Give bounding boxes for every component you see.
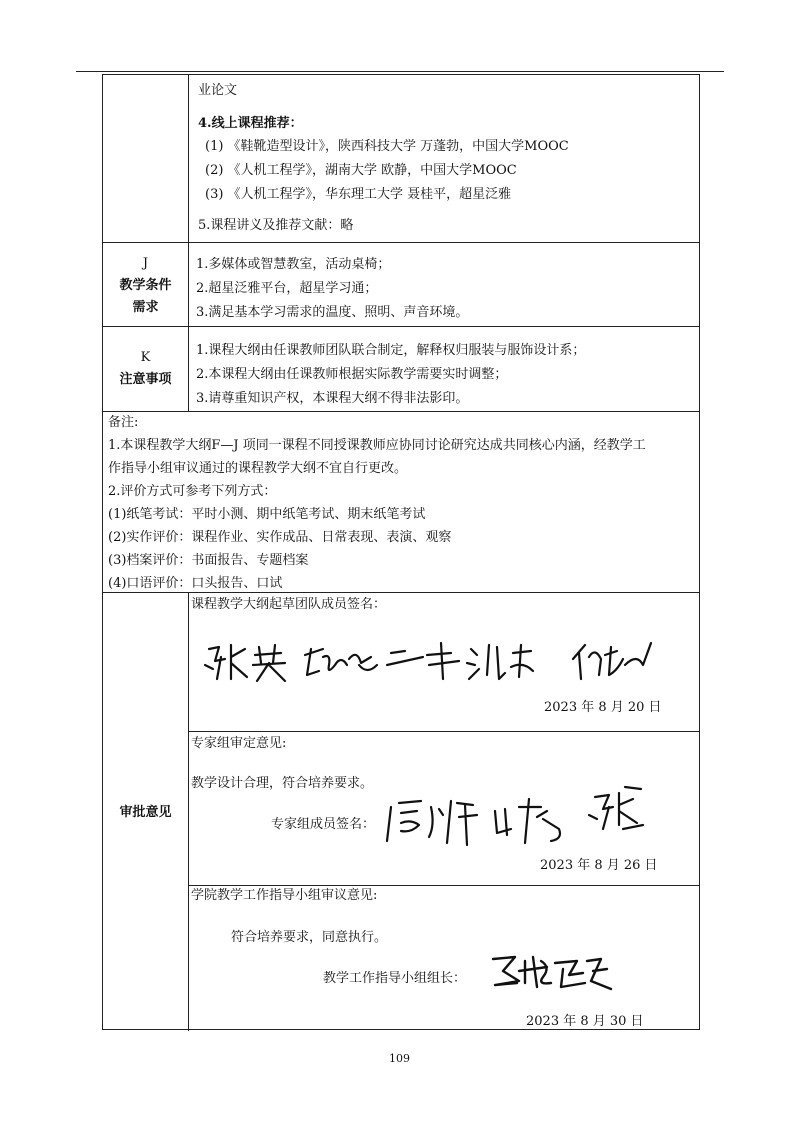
notice-item: 2.本课程大纲由任课教师根据实际教学需要实时调整； bbox=[196, 367, 508, 382]
remarks-line: (3)档案评价：书面报告、专题档案 bbox=[108, 553, 309, 568]
row-divider bbox=[103, 592, 699, 593]
section-k-label bbox=[103, 347, 188, 391]
section-letter: J bbox=[142, 256, 149, 271]
section-title: 教学条件 bbox=[119, 278, 172, 293]
column-divider bbox=[188, 592, 189, 1031]
remarks-line: (2)实作评价：课程作业、实作成品、日常表现、表演、观察 bbox=[108, 530, 452, 545]
remarks-line: 2.评价方式可参考下列方式： bbox=[108, 484, 277, 499]
row-divider bbox=[188, 885, 699, 886]
expert-sign-label: 专家组成员签名： bbox=[271, 817, 376, 832]
section-title: 需求 bbox=[132, 300, 159, 315]
course-item: (2) 《人机工程学》，湖南大学 欧静，中国大学MOOC bbox=[205, 163, 517, 178]
header-rule bbox=[76, 71, 724, 72]
expert-opinion: 教学设计合理，符合培养要求。 bbox=[191, 776, 374, 791]
remarks-line: (1)纸笔考试：平时小测、期中纸笔考试、期末纸笔考试 bbox=[108, 507, 426, 522]
college-heading: 学院教学工作指导小组审议意见: bbox=[191, 888, 378, 903]
expert-date: 2023 年 8 月 26 日 bbox=[540, 858, 658, 873]
course-item: (3) 《人机工程学》，华东理工大学 聂桂平，超星泛雅 bbox=[205, 187, 512, 202]
section-title: 注意事项 bbox=[119, 372, 172, 387]
expert-signatures bbox=[381, 785, 661, 851]
approval-label: 审批意见 bbox=[119, 805, 172, 820]
references-line: 5.课程讲义及推荐文献：略 bbox=[198, 218, 354, 233]
drafting-team-signatures bbox=[201, 635, 681, 691]
page-number: 109 bbox=[389, 1052, 410, 1065]
notice-item: 3.请尊重知识产权，本课程大纲不得非法影印。 bbox=[196, 391, 469, 406]
remarks-line: 1.本课程教学大纲F—J 项同一课程不同授课教师应协同讨论研究达成共同核心内涵，经教学工 bbox=[108, 438, 646, 453]
notice-item: 1.课程大纲由任课教师团队联合制定，解释权归服装与服饰设计系； bbox=[196, 343, 586, 358]
expert-heading: 专家组审定意见: bbox=[191, 736, 287, 751]
condition-item: 2.超星泛雅平台，超星学习通； bbox=[196, 281, 378, 296]
continued-text: 业论文 bbox=[198, 83, 238, 98]
online-courses-heading: 4.线上课程推荐： bbox=[198, 116, 303, 131]
row-divider bbox=[103, 411, 699, 412]
college-date: 2023 年 8 月 30 日 bbox=[526, 1014, 644, 1029]
section-letter: K bbox=[140, 350, 151, 365]
college-opinion: 符合培养要求，同意执行。 bbox=[231, 930, 388, 945]
remarks-heading: 备注: bbox=[108, 415, 139, 430]
syllabus-table bbox=[102, 74, 700, 1030]
drafting-date: 2023 年 8 月 20 日 bbox=[544, 700, 662, 715]
college-sign-label: 教学工作指导小组组长： bbox=[323, 971, 467, 986]
condition-item: 3.满足基本学习需求的温度、照明、声音环境。 bbox=[196, 305, 469, 320]
row-divider bbox=[103, 242, 699, 243]
remarks-line: (4)口语评价：口头报告、口试 bbox=[108, 576, 283, 591]
remarks-line: 作指导小组审议通过的课程教学大纲不宜自行更改。 bbox=[108, 461, 408, 476]
column-divider bbox=[188, 75, 189, 411]
row-divider bbox=[103, 326, 699, 327]
college-leader-signature bbox=[489, 951, 619, 995]
section-j-label bbox=[103, 253, 188, 319]
condition-item: 1.多媒体或智慧教室，活动桌椅； bbox=[196, 257, 391, 272]
drafting-heading: 课程教学大纲起草团队成员签名： bbox=[191, 597, 387, 612]
course-item: (1) 《鞋靴造型设计》，陕西科技大学 万蓬勃，中国大学MOOC bbox=[205, 139, 569, 154]
row-divider bbox=[188, 731, 699, 732]
